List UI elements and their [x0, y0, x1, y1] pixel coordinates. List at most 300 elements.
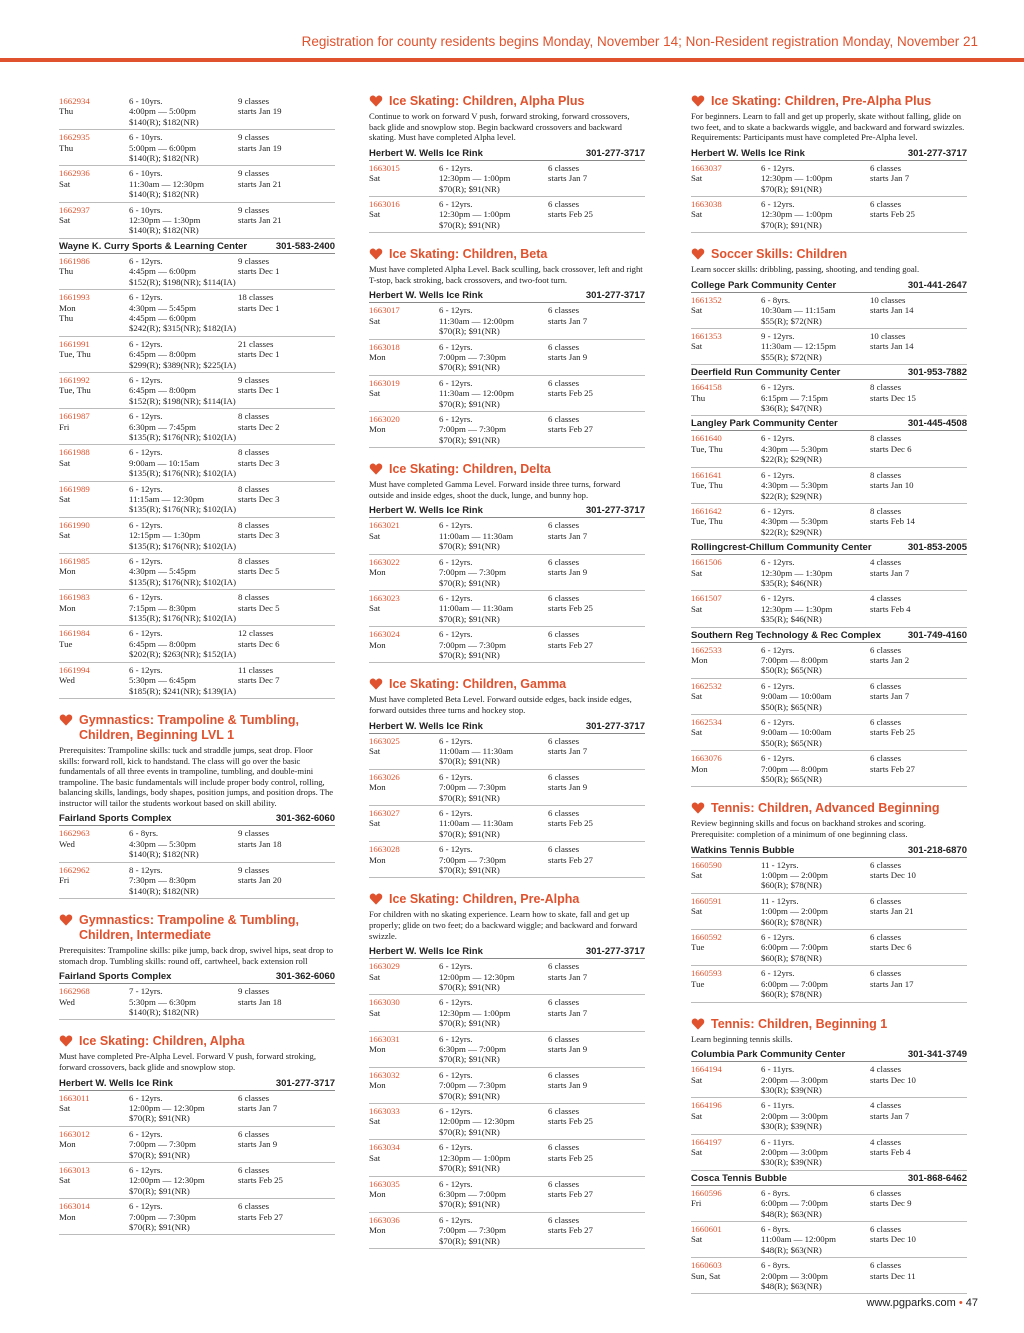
- program-title-text: Soccer Skills: Children: [711, 247, 848, 262]
- listing-age: 6 - 10yrs.: [129, 204, 163, 215]
- activity-code[interactable]: 1662937: [59, 204, 90, 215]
- listing-code-day: [691, 681, 761, 712]
- listing-details: [439, 199, 548, 230]
- listing-start: starts Jan 20: [238, 875, 282, 886]
- listing-details: [129, 520, 238, 551]
- listing-fee: $70(R); $91(NR): [439, 1126, 500, 1137]
- venue-name: Wayne K. Curry Sports & Learning Center: [59, 240, 248, 252]
- listing-schedule: [548, 378, 645, 409]
- listing-fee: $36(R); $47(NR): [761, 403, 822, 414]
- listing-age: 6 - 12yrs.: [129, 483, 163, 494]
- listing-time: 7:00pm — 7:30pm: [439, 639, 506, 650]
- listing-day: Thu: [691, 392, 706, 403]
- listing-fee: $60(R); $78(NR): [761, 880, 822, 891]
- activity-code[interactable]: 1661990: [59, 519, 90, 530]
- program-description: Review beginning skills and focus on backhand strokes and scoring. Prerequisite: completion of a minimum of one beginning class.: [691, 818, 926, 840]
- activity-code[interactable]: 1661993: [59, 292, 90, 303]
- listing-day: Mon: [369, 567, 386, 578]
- heart-icon: [369, 677, 383, 691]
- class-listing: [691, 293, 967, 329]
- activity-code[interactable]: 1661352: [691, 294, 722, 305]
- listing-code-day: [369, 520, 439, 551]
- listing-start: starts Dec 11: [870, 1270, 916, 1281]
- listing-fee: $50(R); $65(NR): [761, 737, 822, 748]
- activity-code[interactable]: 1663019: [369, 377, 400, 388]
- program-title-text: Gymnastics: Trampoline & Tumbling, Children, Beginning LVL 1: [79, 712, 299, 742]
- class-listing: [691, 751, 967, 787]
- program-description: Learn soccer skills: dribbling, passing, shooting, and tending goal.: [691, 264, 920, 275]
- venue-phone[interactable]: 301-341-3749: [907, 1049, 967, 1061]
- listing-start: starts Dec 1: [238, 266, 280, 277]
- activity-code[interactable]: 1661994: [59, 664, 90, 675]
- activity-code[interactable]: 1663034: [369, 1142, 400, 1153]
- activity-code[interactable]: 1663016: [369, 199, 400, 209]
- listing-start: starts Jan 18: [238, 838, 282, 849]
- activity-code[interactable]: 1662934: [59, 96, 90, 106]
- venue-header: [691, 416, 967, 431]
- class-listing: [59, 409, 335, 445]
- activity-code[interactable]: 1662936: [59, 168, 90, 179]
- listing-time: 12:30pm — 1:00pm: [439, 1007, 511, 1018]
- listing-start: starts Dec 3: [238, 530, 280, 541]
- venue-name: Cosca Tennis Bubble: [691, 1172, 787, 1184]
- listing-schedule: [870, 860, 967, 891]
- listing-time: 7:00pm — 7:30pm: [129, 1211, 196, 1222]
- listing-code-day: [59, 1129, 129, 1160]
- heart-icon: [691, 247, 705, 261]
- listing-details: [761, 433, 870, 464]
- listing-start: starts Jan 7: [548, 1007, 588, 1018]
- activity-code[interactable]: 1661991: [59, 338, 90, 349]
- listing-start: starts Feb 27: [548, 424, 593, 435]
- listing-code-day: [369, 1106, 439, 1137]
- listing-details: [761, 681, 870, 712]
- listing-code-day: [691, 968, 761, 999]
- listing-schedule: [238, 628, 335, 659]
- activity-code[interactable]: 1660603: [691, 1260, 722, 1271]
- listing-fee: $140(R); $182(NR): [129, 1006, 199, 1017]
- listing-schedule: [548, 163, 645, 194]
- listing-code-day: [691, 1064, 761, 1095]
- listing-time: 12:00pm — 12:30pm: [129, 1102, 205, 1113]
- listing-details: [439, 1034, 548, 1065]
- listing-day: Sat: [59, 178, 71, 189]
- class-listing: [59, 290, 335, 337]
- class-listing: [691, 380, 967, 416]
- activity-code[interactable]: 1661989: [59, 483, 90, 494]
- activity-code[interactable]: 1662533: [691, 644, 722, 655]
- activity-code[interactable]: 1661507: [691, 593, 722, 604]
- listing-time: 2:00pm — 3:00pm: [761, 1074, 828, 1085]
- activity-code[interactable]: 1664196: [691, 1100, 722, 1111]
- listing-schedule: [870, 557, 967, 588]
- listing-start: starts Dec 3: [238, 457, 280, 468]
- program-title-text: Tennis: Children, Beginning 1: [711, 1016, 888, 1031]
- venue-name: Herbert W. Wells Ice Rink: [369, 290, 483, 302]
- listing-classes: 6 classes: [548, 1142, 580, 1153]
- listing-start: starts Dec 6: [870, 942, 912, 953]
- activity-code[interactable]: 1663017: [369, 305, 400, 316]
- activity-code[interactable]: 1662935: [59, 132, 90, 143]
- activity-code[interactable]: 1663030: [369, 997, 400, 1008]
- footer-separator: •: [958, 1297, 963, 1309]
- activity-code[interactable]: 1663037: [691, 162, 722, 173]
- listing-fee: $70(R); $91(NR): [439, 1163, 500, 1174]
- listing-time: 5:30pm — 6:30pm: [129, 996, 196, 1007]
- program-section: [59, 1034, 335, 1235]
- listing-time: 6:45pm — 8:00pm: [129, 385, 196, 396]
- listing-fee: $70(R); $91(NR): [439, 398, 500, 409]
- listing-start: starts Jan 7: [870, 691, 910, 702]
- listing-fee: $70(R); $91(NR): [439, 982, 500, 992]
- website-link[interactable]: www.pgparks.com: [866, 1297, 956, 1309]
- listing-age: 11 - 12yrs.: [761, 859, 799, 870]
- activity-code[interactable]: 1661983: [59, 592, 90, 603]
- listing-fee: $140(R); $182(NR): [129, 189, 199, 200]
- listing-details: [439, 1070, 548, 1101]
- listing-day: Mon: [369, 782, 386, 793]
- listing-day: Fri: [59, 875, 70, 886]
- listing-time: 12:30pm — 1:00pm: [761, 209, 833, 220]
- activity-code[interactable]: 1661506: [691, 557, 722, 568]
- activity-code[interactable]: 1662968: [59, 986, 90, 997]
- listing-schedule: [870, 753, 967, 784]
- class-listing: [59, 166, 335, 202]
- listing-code-day: [691, 1224, 761, 1255]
- listing-details: [129, 1093, 238, 1124]
- listing-schedule: [238, 375, 335, 406]
- listing-classes: 6 classes: [548, 199, 580, 209]
- page-header: [0, 0, 1024, 62]
- venue-phone[interactable]: 301-362-6060: [275, 813, 335, 825]
- activity-code[interactable]: 1664197: [691, 1136, 722, 1147]
- listing-schedule: [870, 199, 967, 230]
- listing-age: 6 - 12yrs.: [439, 1214, 473, 1225]
- listing-fee: $60(R); $78(NR): [761, 989, 822, 1000]
- class-listing: [369, 340, 645, 376]
- activity-code[interactable]: 1663024: [369, 629, 400, 640]
- class-listing: [691, 1222, 967, 1258]
- listing-classes: 6 classes: [870, 753, 902, 764]
- venue-phone[interactable]: 301-277-3717: [907, 147, 967, 159]
- activity-code[interactable]: 1661642: [691, 505, 722, 516]
- listing-classes: 9 classes: [238, 96, 270, 106]
- venue-phone[interactable]: 301-583-2400: [275, 240, 335, 252]
- listing-age: 6 - 12yrs.: [439, 735, 473, 746]
- venue-phone[interactable]: 301-853-2005: [907, 542, 967, 554]
- listing-time: 7:00pm — 7:30pm: [439, 352, 506, 363]
- activity-code[interactable]: 1663014: [59, 1201, 90, 1212]
- listing-schedule: [870, 1188, 967, 1219]
- listing-start: starts Feb 27: [238, 1211, 283, 1222]
- activity-code[interactable]: 1663023: [369, 592, 400, 603]
- listing-fee: $50(R); $65(NR): [761, 701, 822, 712]
- listing-start: starts Jan 19: [238, 142, 282, 153]
- listing-fee: $135(R); $176(NR); $102(IA): [129, 431, 237, 442]
- venue-phone[interactable]: 301-277-3717: [585, 290, 645, 302]
- activity-code[interactable]: 1663021: [369, 520, 400, 531]
- listing-age: 6 - 8yrs.: [761, 1223, 791, 1234]
- activity-code[interactable]: 1660601: [691, 1223, 722, 1234]
- listing-code-day: [691, 295, 761, 326]
- activity-code[interactable]: 1663026: [369, 771, 400, 782]
- listing-schedule: [238, 339, 335, 370]
- activity-code[interactable]: 1663029: [369, 961, 400, 972]
- listing-fee: $70(R); $91(NR): [129, 1149, 190, 1160]
- program-title-text: Ice Skating: Children, Delta: [389, 462, 551, 477]
- activity-code[interactable]: 1661988: [59, 447, 90, 458]
- listing-code-day: [369, 1215, 439, 1246]
- listing-time: 11:15am — 12:30pm: [129, 494, 204, 504]
- listing-start: starts Dec 10: [870, 870, 916, 881]
- venue-phone[interactable]: 301-362-6060: [275, 971, 335, 983]
- activity-code[interactable]: 1662534: [691, 717, 722, 727]
- listing-day: Sat: [59, 1102, 71, 1113]
- listing-fee: $48(R); $63(NR): [761, 1208, 822, 1219]
- registration-banner: Registration for county residents begins Monday, November 14; Non-Resident registration Monday, November 21: [301, 34, 978, 49]
- program-title-text: Ice Skating: Children, Pre-Alpha: [389, 892, 580, 907]
- listing-details: [761, 163, 870, 194]
- venue-phone[interactable]: 301-953-7882: [907, 367, 967, 379]
- listing-details: [129, 1129, 238, 1160]
- listing-day: Mon: [59, 1139, 76, 1150]
- program-title-text: Ice Skating: Children, Alpha: [79, 1034, 245, 1049]
- activity-code[interactable]: 1660593: [691, 968, 722, 979]
- listing-age: 9 - 12yrs.: [761, 331, 795, 342]
- class-listing: [369, 1213, 645, 1249]
- listing-schedule: [548, 199, 645, 230]
- listing-fee: $70(R); $91(NR): [439, 756, 500, 767]
- activity-code[interactable]: 1663025: [369, 735, 400, 746]
- listing-day: Sat: [691, 1110, 703, 1121]
- activity-code[interactable]: 1660596: [691, 1187, 722, 1198]
- listing-time: 7:00pm — 7:30pm: [439, 424, 506, 435]
- heart-icon: [59, 913, 73, 927]
- listing-start: starts Jan 14: [870, 341, 914, 352]
- activity-code[interactable]: 1661984: [59, 628, 90, 639]
- activity-code[interactable]: 1660591: [691, 895, 722, 906]
- activity-code[interactable]: 1663028: [369, 844, 400, 855]
- listing-code-day: [691, 593, 761, 624]
- activity-code[interactable]: 1663013: [59, 1164, 90, 1175]
- venue-header: [691, 278, 967, 293]
- activity-code[interactable]: 1663027: [369, 807, 400, 818]
- listing-time: 4:30pm — 5:45pm: [129, 566, 196, 577]
- listing-age: 6 - 11yrs.: [761, 1136, 795, 1147]
- listing-fee: $60(R); $78(NR): [761, 916, 822, 927]
- activity-code[interactable]: 1661641: [691, 469, 722, 480]
- listing-age: 6 - 12yrs.: [129, 447, 163, 458]
- activity-code[interactable]: 1660590: [691, 859, 722, 870]
- listing-details: [439, 961, 548, 992]
- venue-name: Herbert W. Wells Ice Rink: [691, 147, 805, 159]
- listing-details: [761, 753, 870, 784]
- listing-schedule: [870, 896, 967, 927]
- heart-icon: [59, 1034, 73, 1048]
- activity-code[interactable]: 1663076: [691, 753, 722, 764]
- listing-time: 1:00pm — 2:00pm: [761, 870, 828, 881]
- listing-age: 6 - 10yrs.: [129, 132, 163, 143]
- activity-code[interactable]: 1663031: [369, 1033, 400, 1044]
- class-listing: [59, 254, 335, 290]
- listing-classes: 8 classes: [870, 505, 902, 516]
- venue-phone[interactable]: 301-277-3717: [585, 946, 645, 958]
- activity-code[interactable]: 1662962: [59, 864, 90, 875]
- activity-code[interactable]: 1661986: [59, 255, 90, 266]
- listing-classes: 8 classes: [870, 433, 902, 444]
- activity-code[interactable]: 1661992: [59, 374, 90, 385]
- heart-icon: [369, 94, 383, 108]
- listing-time: 12:00pm — 12:30pm: [439, 1116, 515, 1127]
- listing-day: Mon: [59, 1211, 76, 1222]
- venue-phone[interactable]: 301-277-3717: [585, 505, 645, 517]
- listing-fee: $55(R); $72(NR): [761, 315, 822, 326]
- listing-fee: $35(R); $46(NR): [761, 614, 822, 625]
- listing-start: starts Jan 9: [548, 1044, 588, 1055]
- activity-code[interactable]: 1660592: [691, 932, 722, 943]
- activity-code[interactable]: 1663036: [369, 1214, 400, 1225]
- listing-code-day: [691, 717, 761, 748]
- listing-time: 1:00pm — 2:00pm: [761, 906, 828, 917]
- listing-age: 6 - 11yrs.: [761, 1100, 795, 1111]
- listing-code-day: [59, 168, 129, 199]
- listing-code-day: [369, 808, 439, 839]
- listing-age: 6 - 10yrs.: [129, 96, 163, 106]
- listing-day: Sat: [59, 494, 71, 504]
- listing-classes: 4 classes: [870, 1064, 902, 1075]
- listing-day: Tue, Thu: [691, 480, 723, 491]
- listing-code-day: [691, 1100, 761, 1131]
- listing-day: Sat: [369, 1152, 381, 1163]
- venue-phone[interactable]: 301-445-4508: [907, 418, 967, 430]
- listing-details: [761, 593, 870, 624]
- venue-phone[interactable]: 301-749-4160: [907, 629, 967, 641]
- listing-time: 12:30pm — 1:00pm: [439, 1152, 511, 1163]
- listing-details: [129, 556, 238, 587]
- listing-code-day: [369, 629, 439, 660]
- listing-classes: 9 classes: [238, 132, 270, 143]
- listing-classes: 4 classes: [870, 1100, 902, 1111]
- listing-start: starts Jan 21: [870, 906, 914, 917]
- listing-details: [761, 717, 870, 748]
- activity-code[interactable]: 1662532: [691, 680, 722, 691]
- activity-code[interactable]: 1663018: [369, 341, 400, 352]
- listing-age: 6 - 12yrs.: [439, 520, 473, 531]
- venue-phone[interactable]: 301-277-3717: [275, 1077, 335, 1089]
- listing-schedule: [238, 592, 335, 623]
- listing-details: [129, 411, 238, 442]
- listing-classes: 8 classes: [870, 469, 902, 480]
- listing-code-day: [59, 828, 129, 859]
- listing-time: 5:30pm — 6:45pm: [129, 675, 196, 686]
- activity-code[interactable]: 1663022: [369, 556, 400, 567]
- activity-code[interactable]: 1664194: [691, 1064, 722, 1075]
- listing-start: starts Dec 5: [238, 566, 280, 577]
- column-left: [59, 94, 335, 1235]
- listing-age: 6 - 12yrs.: [761, 199, 795, 209]
- listing-start: starts Dec 2: [238, 421, 280, 432]
- listing-day: Sat: [369, 388, 381, 399]
- listing-classes: 6 classes: [548, 1214, 580, 1225]
- venue-header: [369, 503, 645, 518]
- venue-phone[interactable]: 301-441-2647: [907, 279, 967, 291]
- listing-day: Mon Thu: [59, 302, 76, 323]
- listing-classes: 6 classes: [870, 932, 902, 943]
- listing-details: [129, 628, 238, 659]
- activity-code[interactable]: 1661987: [59, 411, 90, 422]
- activity-code[interactable]: 1663033: [369, 1106, 400, 1117]
- listing-age: 6 - 12yrs.: [761, 753, 795, 764]
- heart-icon: [691, 801, 705, 815]
- activity-code[interactable]: 1663015: [369, 162, 400, 173]
- activity-code[interactable]: 1663038: [691, 199, 722, 209]
- class-listing: [691, 591, 967, 627]
- program-section: [59, 913, 335, 1020]
- class-listing: [59, 626, 335, 662]
- activity-code[interactable]: 1664158: [691, 382, 722, 393]
- listing-schedule: [870, 1137, 967, 1168]
- venue-phone[interactable]: 301-218-6870: [907, 844, 967, 856]
- venue-phone[interactable]: 301-277-3717: [585, 147, 645, 159]
- listing-classes: 6 classes: [238, 1128, 270, 1139]
- listing-code-day: [59, 628, 129, 659]
- venue-header: [691, 1047, 967, 1062]
- class-listing: [59, 826, 335, 862]
- listing-day: Mon: [369, 352, 386, 363]
- listing-day: Sat: [691, 1074, 703, 1085]
- listing-schedule: [238, 1093, 335, 1124]
- listing-start: starts Jan 7: [870, 173, 910, 184]
- listing-fee: $70(R); $91(NR): [439, 828, 500, 839]
- activity-code[interactable]: 1663032: [369, 1069, 400, 1080]
- activity-code[interactable]: 1662963: [59, 828, 90, 839]
- listing-schedule: [238, 986, 335, 1017]
- listing-day: Sat: [691, 603, 703, 614]
- activity-code[interactable]: 1661640: [691, 433, 722, 444]
- listing-fee: $70(R); $91(NR): [439, 1235, 500, 1246]
- class-listing: [59, 94, 335, 130]
- listing-time: 7:00pm — 7:30pm: [439, 782, 506, 793]
- venue-phone[interactable]: 301-277-3717: [585, 720, 645, 732]
- listing-code-day: [691, 331, 761, 362]
- listing-schedule: [870, 1064, 967, 1095]
- listing-code-day: [369, 961, 439, 992]
- listing-code-day: [369, 1034, 439, 1065]
- venue-phone[interactable]: 301-868-6462: [907, 1172, 967, 1184]
- listing-classes: 4 classes: [870, 557, 902, 568]
- listing-time: 12:00pm — 12:30pm: [129, 1175, 205, 1186]
- listing-start: starts Feb 27: [548, 854, 593, 865]
- listing-schedule: [238, 556, 335, 587]
- listing-time: 6:30pm — 7:00pm: [439, 1044, 506, 1055]
- listing-schedule: [548, 1106, 645, 1137]
- listing-fee: $140(R); $182(NR): [129, 116, 199, 127]
- listing-time: 12:30pm — 1:00pm: [439, 173, 511, 184]
- listing-fee: $152(R); $198(NR); $114(IA): [129, 276, 236, 287]
- activity-code[interactable]: 1663011: [59, 1092, 90, 1103]
- heart-icon: [691, 1017, 705, 1031]
- activity-code[interactable]: 1661985: [59, 556, 90, 567]
- listing-schedule: [238, 168, 335, 199]
- activity-code[interactable]: 1663020: [369, 414, 400, 425]
- listing-fee: $48(R); $63(NR): [761, 1281, 822, 1291]
- activity-code[interactable]: 1663035: [369, 1178, 400, 1189]
- activity-code[interactable]: 1661353: [691, 331, 722, 342]
- listing-age: 6 - 12yrs.: [129, 1164, 163, 1175]
- activity-code[interactable]: 1663012: [59, 1128, 90, 1139]
- listing-fee: $30(R); $39(NR): [761, 1084, 822, 1095]
- listing-code-day: [59, 205, 129, 236]
